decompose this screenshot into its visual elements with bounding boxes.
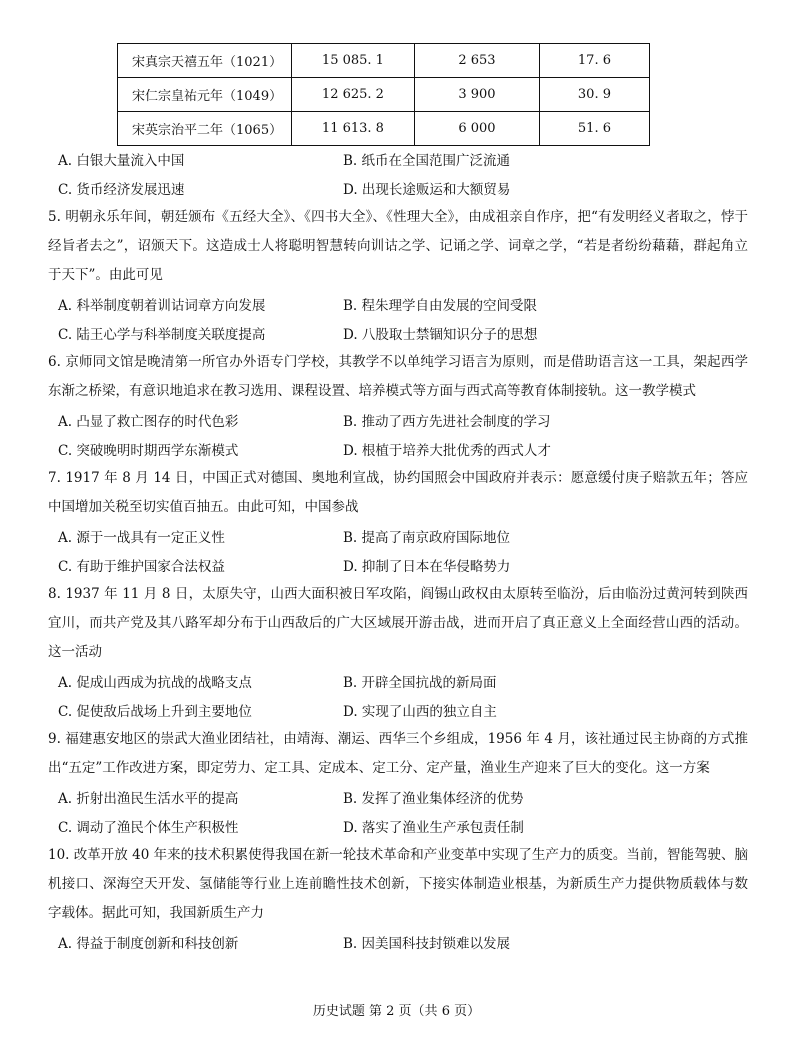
q9-option-d: D. 落实了渔业生产承包责任制 — [343, 820, 524, 836]
table-cell: 17. 6 — [539, 44, 649, 78]
table-cell: 6 000 — [414, 112, 539, 146]
q7-stem: 7. 1917 年 8 月 14 日，中国正式对德国、奥地利宣战，协约国照会中国政府并表示：愿意缓付庚子赔款五年；答应中国增加关税至切实值百抽五。由此可知，中国参战 — [48, 470, 748, 515]
q4-option-a: A. 白银大量流入中国 — [58, 153, 185, 169]
table-cell: 宋真宗天禧五年（1021） — [118, 44, 292, 78]
q6-stem: 6. 京师同文馆是晚清第一所官办外语专门学校，其教学不以单纯学习语言为原则，而是借助语言这一工具，架起西学东渐之桥梁，有意识地追求在教习选用、课程设置、培养模式等方面与西式高等教育体制接轨。这一教学模式 — [48, 354, 748, 399]
table-row — [118, 112, 650, 146]
table-cell: 宋英宗治平二年（1065） — [118, 112, 292, 146]
q9-option-b: B. 发挥了渔业集体经济的优势 — [343, 791, 524, 807]
q10-stem: 10. 改革开放 40 年来的技术积累使得我国在新一轮技术革命和产业变革中实现了生产力的质变。当前，智能驾驶、脑机接口、深海空天开发、氢储能等行业上连前瞻性技术创新，下接实体制造业根基，为新质生产力提供物质载体与数字载体。据此可知，我国新质生产力 — [48, 847, 748, 921]
table-cell: 51. 6 — [539, 112, 649, 146]
q6-option-c: C. 突破晚明时期西学东渐模式 — [58, 443, 239, 459]
q5-stem: 5. 明朝永乐年间，朝廷颁布《五经大全》、《四书大全》、《性理大全》，由成祖亲自作序，把“有发明经义者取之，悖于经旨者去之”，诏颁天下。这造成士人将聪明智慧转向训诂之学、记诵之学、词章之学，“若是者纷纷藉藉，群起角立于天下”。由此可见 — [48, 209, 748, 283]
q8-stem: 8. 1937 年 11 月 8 日，太原失守，山西大面积被日军攻陷，阎锡山政权由太原转至临汾，后由临汾过黄河转到陕西宜川，而共产党及其八路军却分布于山西敌后的广大区域展开游击战，进而开启了真正意义上全面经营山西的活动。这一活动 — [48, 586, 748, 660]
q7-option-c: C. 有助于维护国家合法权益 — [58, 559, 225, 575]
table-cell: 30. 9 — [539, 78, 649, 112]
q7-option-b: B. 提高了南京政府国际地位 — [343, 530, 511, 546]
q10-option-b: B. 因美国科技封锁难以发展 — [343, 936, 511, 952]
q5-option-b: B. 程朱理学自由发展的空间受限 — [343, 298, 538, 314]
q9-option-a: A. 折射出渔民生活水平的提高 — [58, 791, 239, 807]
table-cell: 11 613. 8 — [291, 112, 414, 146]
q7-option-a: A. 源于一战具有一定正义性 — [58, 530, 225, 546]
q4-option-b: B. 纸币在全国范围广泛流通 — [343, 153, 511, 169]
table-row — [118, 44, 650, 78]
table-cell: 12 625. 2 — [291, 78, 414, 112]
q9-option-c: C. 调动了渔民个体生产积极性 — [58, 820, 239, 836]
q8-option-a: A. 促成山西成为抗战的战略支点 — [58, 675, 252, 691]
q6-option-b: B. 推动了西方先进社会制度的学习 — [343, 414, 551, 430]
q8-option-b: B. 开辟全国抗战的新局面 — [343, 675, 497, 691]
q6-option-a: A. 凸显了救亡图存的时代色彩 — [58, 414, 239, 430]
q9-stem: 9. 福建惠安地区的崇武大渔业团结社，由靖海、潮运、西华三个乡组成，1956 年 4 月，该社通过民主协商的方式推出“五定”工作改进方案，即定劳力、定工具、定成本、定工分、定产量，渔业生产迎来了巨大的变化。这一方案 — [48, 731, 748, 776]
q10-option-a: A. 得益于制度创新和科技创新 — [58, 936, 239, 952]
q5-option-d: D. 八股取士禁锢知识分子的思想 — [343, 327, 538, 343]
data-table — [117, 43, 650, 146]
q5-option-c: C. 陆王心学与科举制度关联度提高 — [58, 327, 266, 343]
table-row — [118, 78, 650, 112]
q4-option-c: C. 货币经济发展迅速 — [58, 182, 185, 198]
q8-option-c: C. 促使敌后战场上升到主要地位 — [58, 704, 252, 720]
table-cell: 宋仁宗皇祐元年（1049） — [118, 78, 292, 112]
q4-option-d: D. 出现长途贩运和大额贸易 — [343, 182, 511, 198]
q5-option-a: A. 科举制度朝着训诂词章方向发展 — [58, 298, 266, 314]
table-cell: 15 085. 1 — [291, 44, 414, 78]
q6-option-d: D. 根植于培养大批优秀的西式人才 — [343, 443, 551, 459]
q8-option-d: D. 实现了山西的独立自主 — [343, 704, 497, 720]
page-footer: 历史试题 第 2 页（共 6 页） — [312, 1004, 481, 1019]
table-cell: 3 900 — [414, 78, 539, 112]
table-cell: 2 653 — [414, 44, 539, 78]
q7-option-d: D. 抑制了日本在华侵略势力 — [343, 559, 511, 575]
